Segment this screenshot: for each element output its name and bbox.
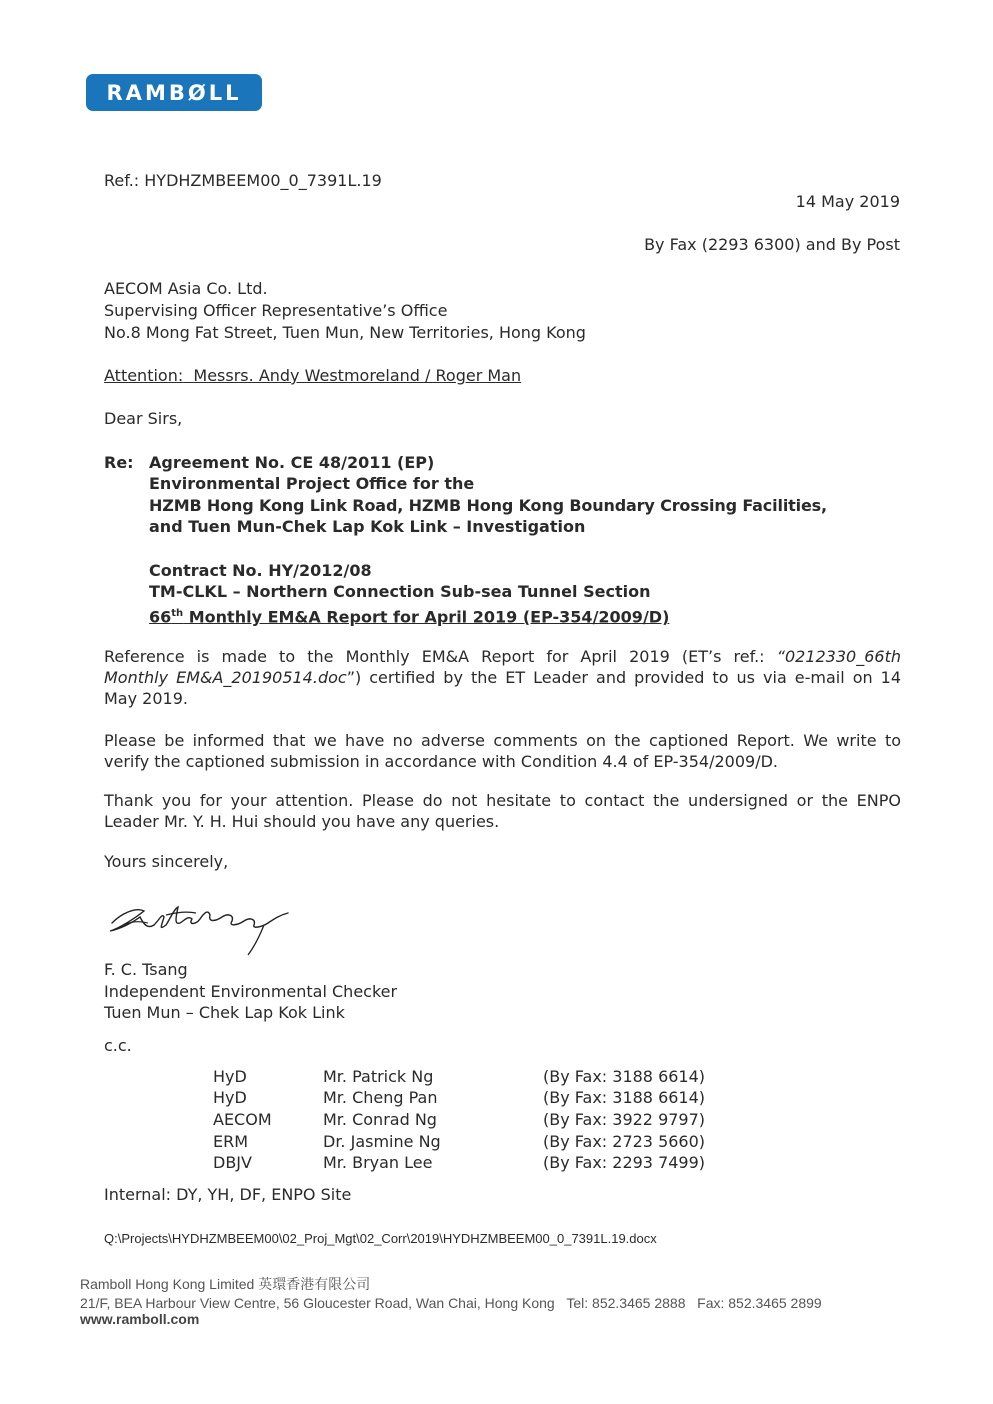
- report-title: [149, 603, 669, 628]
- delivery-method: By Fax (2293 6300) and By Post: [644, 235, 900, 254]
- internal-distribution: Internal: DY, YH, DF, ENPO Site: [104, 1185, 352, 1204]
- contract-section: TM-CLKL – Northern Connection Sub-sea Tunnel Section: [149, 582, 651, 601]
- signatory-project: Tuen Mun – Chek Lap Kok Link: [104, 1003, 345, 1022]
- report-suffix: th: [171, 608, 184, 619]
- letter-date: 14 May 2019: [795, 192, 900, 211]
- para2-line1: Please be informed that we have no adverse comments on the captioned Report. We write to: [104, 731, 901, 750]
- para1-line3: May 2019.: [104, 689, 188, 708]
- cc-name: Mr. Bryan Lee: [323, 1153, 433, 1172]
- re-line-4: and Tuen Mun-Chek Lap Kok Link – Investigation: [149, 517, 586, 536]
- recipient-address: No.8 Mong Fat Street, Tuen Mun, New Territories, Hong Kong: [104, 323, 586, 342]
- cc-label: c.c.: [104, 1036, 132, 1055]
- para1-italic-1: “0212330_66th: [776, 647, 901, 666]
- reference-number: Ref.: HYDHZMBEEM00_0_7391L.19: [104, 171, 382, 190]
- para2-line2: verify the captioned submission in accordance with Condition 4.4 of EP-354/2009/D.: [104, 752, 778, 771]
- cc-fax: (By Fax: 3188 6614): [543, 1088, 706, 1107]
- cc-org: ERM: [213, 1132, 249, 1151]
- attention-line: [104, 365, 521, 387]
- footer-fax: Fax: 852.3465 2899: [697, 1295, 822, 1311]
- para1-line2: [104, 667, 901, 688]
- paragraph-thanks: [104, 790, 901, 832]
- ramboll-logo: RAMBØLL: [86, 74, 262, 111]
- footer-company: Ramboll Hong Kong Limited 英環香港有限公司: [80, 1276, 371, 1292]
- para1-text-a: Reference is made to the Monthly EM&A Report for April 2019 (ET’s ref.:: [104, 647, 777, 666]
- para3-line1: Thank you for your attention. Please do not hesitate to contact the undersigned or the ENPO: [104, 791, 901, 810]
- cc-fax: (By Fax: 2293 7499): [543, 1153, 706, 1172]
- report-title-text: Monthly EM&A Report for April 2019 (EP-354/2009/D): [183, 607, 670, 627]
- file-path: Q:\Projects\HYDHZMBEEM00\02_Proj_Mgt\02_Corr\2019\HYDHZMBEEM00_0_7391L.19.docx: [104, 1231, 657, 1246]
- footer-address-line: [80, 1295, 822, 1311]
- paragraph-reference: [104, 646, 901, 709]
- footer-website-link[interactable]: www.ramboll.com: [80, 1311, 200, 1327]
- cc-org: DBJV: [213, 1153, 252, 1172]
- cc-fax: (By Fax: 3188 6614): [543, 1067, 706, 1086]
- cc-fax: (By Fax: 2723 5660): [543, 1132, 706, 1151]
- para1-text-b: ”) certified by the ET Leader and provided to us via e-mail on 14: [346, 668, 902, 687]
- footer-tel: Tel: 852.3465 2888: [566, 1295, 686, 1311]
- report-number: 66: [149, 607, 172, 627]
- cc-name: Dr. Jasmine Ng: [323, 1132, 441, 1151]
- para1-italic-2: Monthly EM&A_20190514.doc: [104, 668, 347, 687]
- recipient-company: AECOM Asia Co. Ltd.: [104, 279, 268, 298]
- cc-name: Mr. Conrad Ng: [323, 1110, 437, 1129]
- cc-org: HyD: [213, 1088, 247, 1107]
- cc-name: Mr. Patrick Ng: [323, 1067, 434, 1086]
- para1-line1: [104, 646, 901, 667]
- para3-line2: Leader Mr. Y. H. Hui should you have any queries.: [104, 812, 500, 831]
- closing: Yours sincerely,: [104, 852, 229, 871]
- cc-name: Mr. Cheng Pan: [323, 1088, 438, 1107]
- paragraph-no-comments: [104, 730, 901, 772]
- re-line-1: Agreement No. CE 48/2011 (EP): [149, 453, 435, 472]
- signatory-title: Independent Environmental Checker: [104, 982, 398, 1001]
- re-label: Re:: [104, 453, 134, 472]
- cc-fax: (By Fax: 3922 9797): [543, 1110, 706, 1129]
- attention-names: Messrs. Andy Westmoreland / Roger Man: [193, 366, 522, 385]
- re-line-3: HZMB Hong Kong Link Road, HZMB Hong Kong Boundary Crossing Facilities,: [149, 496, 827, 515]
- signature-image: [104, 895, 294, 960]
- cc-org: AECOM: [213, 1110, 272, 1129]
- footer-address: 21/F, BEA Harbour View Centre, 56 Gloucester Road, Wan Chai, Hong Kong: [80, 1295, 555, 1311]
- signatory-name: F. C. Tsang: [104, 960, 188, 979]
- recipient-office: Supervising Officer Representative’s Office: [104, 301, 448, 320]
- attention-label: Attention:: [104, 366, 184, 385]
- cc-org: HyD: [213, 1067, 247, 1086]
- salutation: Dear Sirs,: [104, 409, 183, 428]
- contract-number: Contract No. HY/2012/08: [149, 561, 372, 580]
- re-line-2: Environmental Project Office for the: [149, 474, 475, 493]
